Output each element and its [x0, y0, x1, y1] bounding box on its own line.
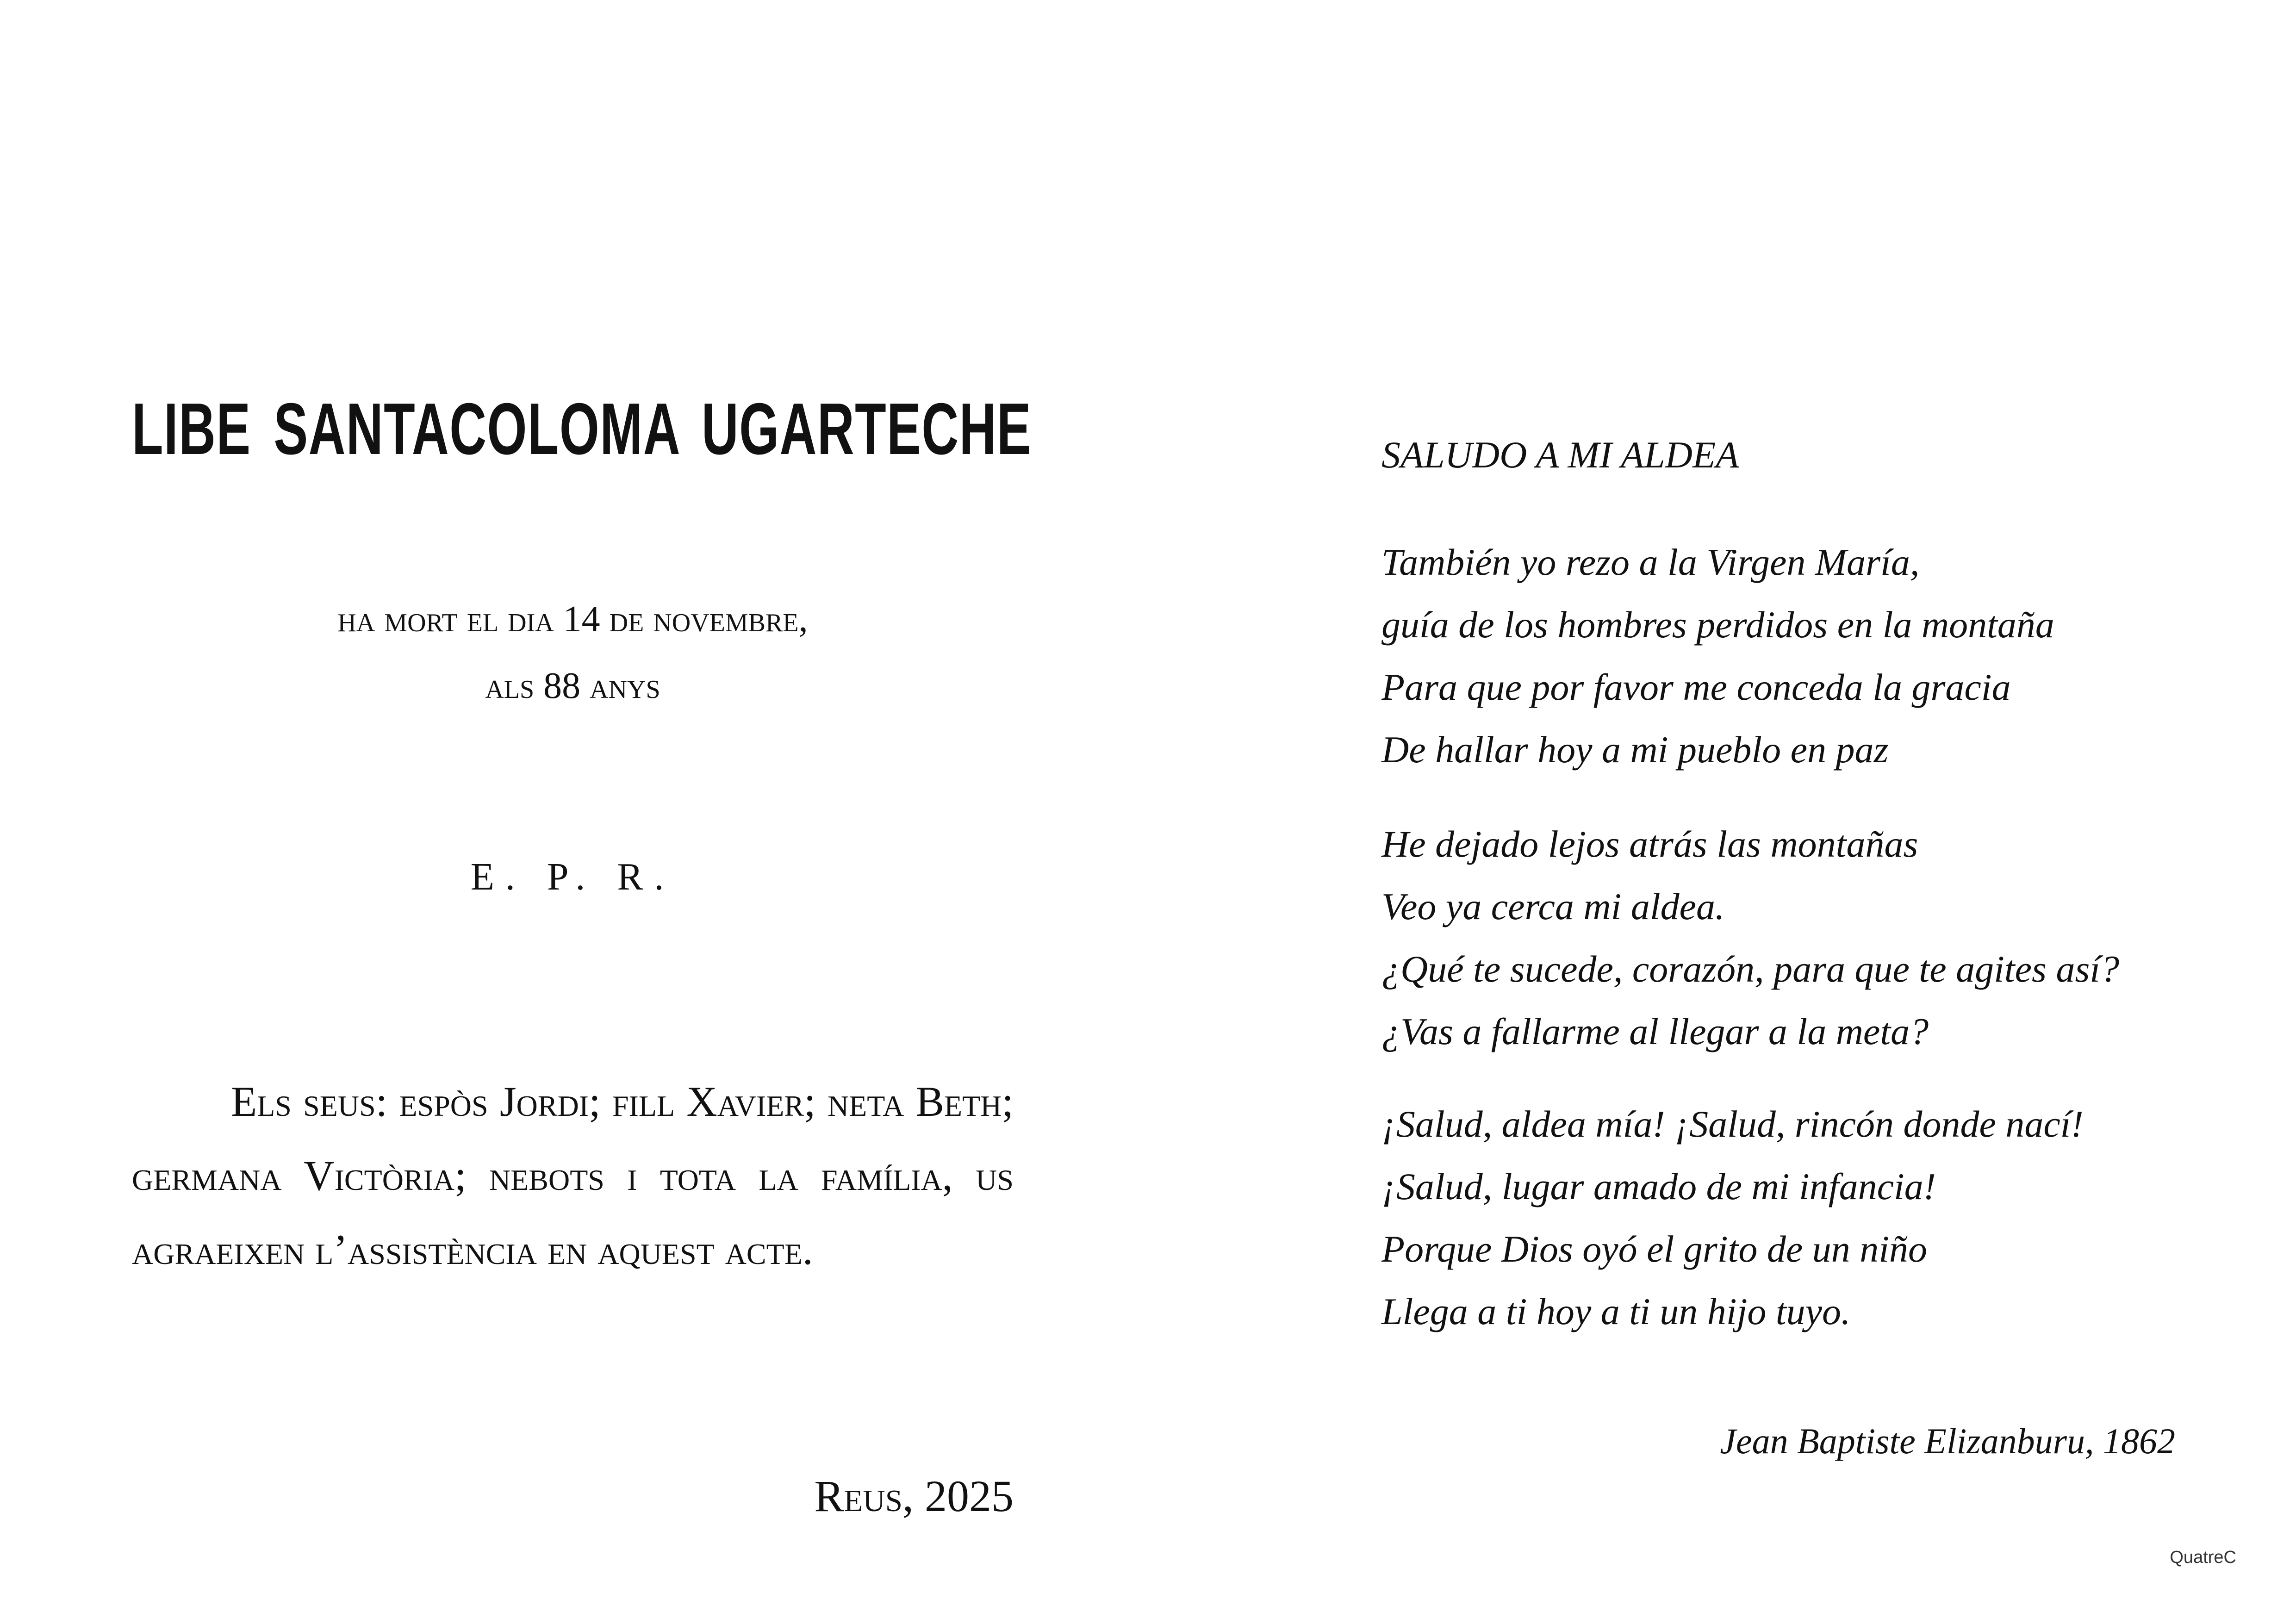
poem-line: ¡Salud, aldea mía! ¡Salud, rincón donde nací! [1381, 1103, 2084, 1145]
poem-line: ¿Vas a fallarme al llegar a la meta? [1381, 1010, 1929, 1052]
rest-in-peace-abbreviation: E. P. R. [470, 855, 675, 898]
poem-title: SALUDO A MI ALDEA [1381, 434, 1739, 476]
poem-stanza-1 [1381, 531, 2054, 781]
poem-author: Jean Baptiste Elizanburu, 1862 [1720, 1421, 2175, 1461]
poem-line: Veo ya cerca mi aldea. [1381, 885, 1725, 927]
poem-stanza-2 [1381, 813, 2119, 1063]
deceased-name: LIBE SANTACOLOMA UGARTECHE [132, 388, 1032, 470]
death-date-line: ha mort el dia 14 de novembre, [337, 599, 808, 640]
poem-stanza-3 [1381, 1093, 2084, 1343]
poem-line: De hallar hoy a mi pueblo en paz [1381, 728, 1889, 771]
poem-line: ¡Salud, lugar amado de mi infancia! [1381, 1165, 1936, 1207]
poem-line: guía de los hombres perdidos en la montaña [1381, 604, 2054, 646]
age-line: als 88 anys [485, 666, 660, 706]
poem-line: He dejado lejos atrás las montañas [1381, 823, 1918, 865]
poem-line: Porque Dios oyó el grito de un niño [1381, 1228, 1927, 1270]
poem-line: También yo rezo a la Virgen María, [1381, 541, 1920, 583]
poem-line: Llega a ti hoy a ti un hijo tuyo. [1381, 1290, 1851, 1332]
family-thanks-paragraph: Els seus: espòs Jordi; fill Xavier; neta Beth; germana Victòria; nebots i tota la família, us agraeixen l’assistència en aquest acte. [132, 1078, 1014, 1273]
poem-line: Para que por favor me conceda la gracia [1381, 666, 2011, 708]
place-and-year: Reus, 2025 [814, 1471, 1014, 1521]
poem-line: ¿Qué te sucede, corazón, para que te agites así? [1381, 948, 2120, 990]
printer-brand: QuatreC [2170, 1548, 2236, 1567]
